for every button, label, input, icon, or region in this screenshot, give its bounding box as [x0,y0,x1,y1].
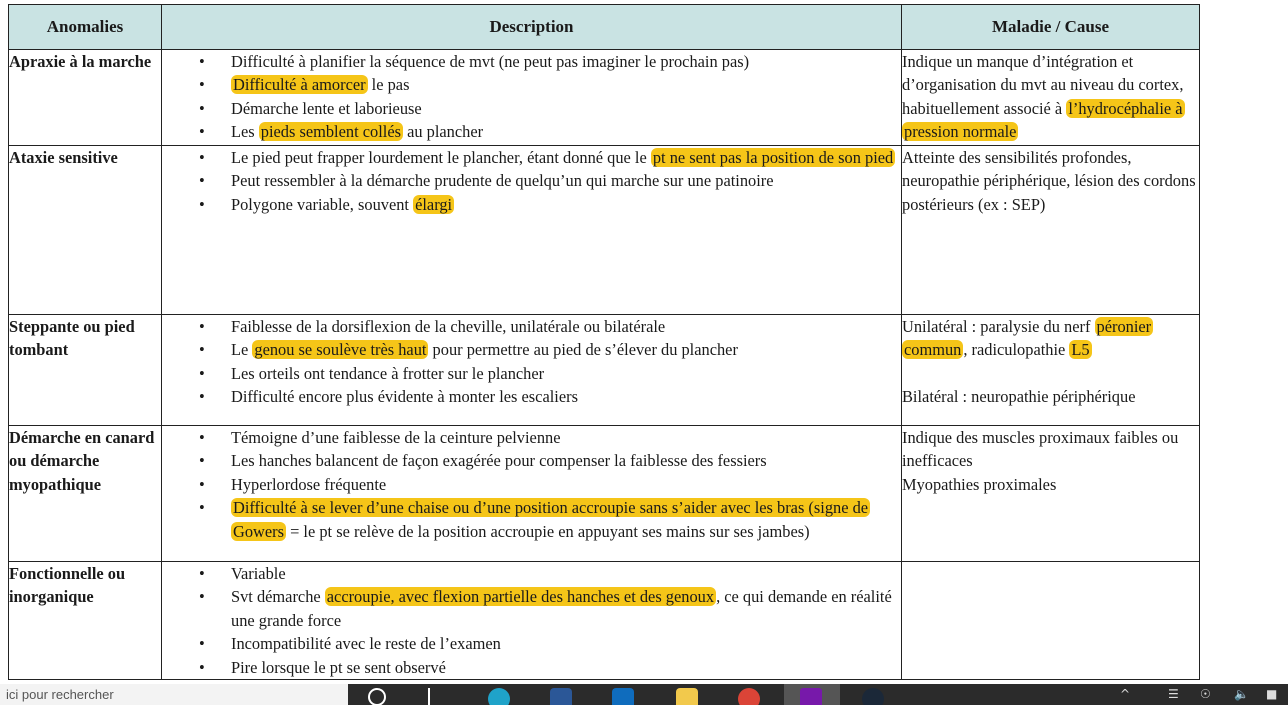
description-item [162,426,901,449]
description-cell [162,426,902,562]
outlook-icon[interactable] [612,688,634,705]
description-item [162,632,901,655]
description-item [162,362,901,385]
word-icon[interactable] [550,688,572,705]
description-list [162,50,901,144]
description-item [162,562,901,585]
text-segment: Les hanches balancent de façon exagérée pour compenser la faiblesse des fessiers [231,451,767,471]
description-item [162,496,901,543]
description-list [162,562,901,679]
language-icon[interactable]: ■ [1266,687,1278,701]
table-row [9,562,1200,680]
text-segment: le pas [367,75,410,95]
text-segment: pour permettre au pied de s’élever du plancher [428,340,738,360]
steam-icon[interactable] [862,688,884,705]
cause-cell [902,146,1200,315]
description-item [162,473,901,496]
description-item [162,146,901,169]
text-segment: Myopathies proximales [902,474,1057,494]
highlighted-text: péronier commun [904,317,1152,360]
text-segment: au plancher [402,122,484,142]
chrome-icon[interactable] [738,688,760,705]
text-segment: Faiblesse de la dorsiflexion de la cheville, unilatérale ou bilatérale [231,317,666,336]
highlighted-text: l’hydrocéphalie à pression normale [904,98,1183,142]
description-cell [162,146,902,315]
header-description: Description [162,5,902,50]
description-list [162,315,901,409]
highlighted-text: genou se soulève très haut [254,340,427,360]
highlighted-text: L5 [1071,340,1090,360]
wifi-icon[interactable]: ☉ [1200,687,1211,701]
description-list [162,426,901,543]
onenote-icon-glyph [800,688,822,705]
header-anomalies: Anomalies [9,5,162,50]
description-item [162,338,901,361]
text-segment: = le pt se relève de la position accroupie en appuyant ses mains sur ses jambes) [285,521,810,541]
description-item [162,73,901,96]
highlighted-text: accroupie, avec flexion partielle des hanches et des genoux [326,587,715,607]
taskbar-search-box[interactable] [0,684,348,705]
text-segment: Témoigne d’une faiblesse de la ceinture pelvienne [231,428,561,447]
search-box-text: ici pour rechercher [6,687,114,702]
text-segment: Le [231,340,253,360]
text-segment: Bilatéral : neuropathie périphérique [902,386,1136,406]
cause-paragraph [902,426,1199,473]
cause-cell [902,426,1200,562]
task-view-icon[interactable] [428,688,442,705]
highlighted-text: Difficulté à amorcer [233,75,366,95]
description-cell [162,562,902,680]
description-item [162,315,901,338]
text-segment: Démarche lente et laborieuse [231,98,422,118]
text-segment: Les orteils ont tendance à frotter sur le plancher [231,363,545,383]
text-segment: Difficulté encore plus évidente à monter les escaliers [231,387,578,407]
description-item [162,193,901,216]
description-item [162,656,901,679]
text-segment: Pire lorsque le pt se sent observé [231,657,446,677]
text-segment: Peut ressembler à la démarche prudente de quelqu’un qui marche sur une patinoire [231,171,774,191]
table-row [9,50,1200,146]
text-segment: Svt démarche [231,587,325,607]
description-item [162,585,901,632]
header-cause: Maladie / Cause [902,5,1200,50]
cause-paragraph [902,385,1199,408]
text-segment: Polygone variable, souvent [231,194,414,214]
highlighted-text: élargi [415,194,453,214]
description-item [162,50,901,73]
highlighted-text: pt ne sent pas la position de son pied [652,148,894,167]
cause-cell [902,50,1200,146]
anomaly-name: Apraxie à la marche [9,50,162,146]
highlighted-text: pieds semblent collés [260,122,401,142]
description-item [162,385,901,408]
text-segment: Les [231,122,259,142]
volume-icon[interactable]: 🔈 [1234,687,1249,701]
text-segment: Unilatéral : paralysie du nerf [902,317,1095,336]
table-row [9,426,1200,562]
table-header-row [9,5,1200,50]
description-item [162,169,901,192]
cause-paragraph [902,362,1199,385]
tray-chevron-icon[interactable]: ^ [1120,687,1131,701]
text-segment: Indique un manque d’intégration et d’organisation du mvt au niveau du cortex, habituellement associé à [902,52,1184,118]
description-cell [162,50,902,146]
text-segment: Indique des muscles proximaux faibles ou inefficaces [902,428,1179,471]
anomaly-name: Démarche en canard ou démarche myopathique [9,426,162,562]
windows-taskbar [0,684,1288,705]
table-row [9,146,1200,315]
cause-paragraph [902,315,1199,362]
anomaly-name: Fonctionnelle ou inorganique [9,562,162,680]
text-segment: , ce qui demande en réalité une grande force [231,587,892,630]
search-icon[interactable] [368,688,386,705]
text-segment: Atteinte des sensibilités profondes, neuropathie périphérique, lésion des cordons postérieurs (ex : SEP) [902,148,1196,214]
text-segment: Hyperlordose fréquente [231,474,387,494]
network-icon[interactable]: ☰ [1168,687,1179,701]
description-list [162,146,901,216]
edge-icon[interactable] [488,688,510,705]
anomaly-name: Ataxie sensitive [9,146,162,315]
description-item [162,120,901,143]
highlighted-text: Difficulté à se lever d’une chaise ou d’une position accroupie sans s’aider avec les bras (signe de Gowers [233,498,869,541]
table-row [9,315,1200,426]
cause-paragraph [902,473,1199,496]
text-segment: Difficulté à planifier la séquence de mvt (ne peut pas imaginer le prochain pas) [231,52,750,71]
anomalies-table [8,4,1200,680]
cause-paragraph [902,146,1199,216]
description-cell [162,315,902,426]
file-explorer-icon[interactable] [676,688,698,705]
description-item [162,449,901,472]
description-item [162,97,901,120]
text-segment: Variable [231,564,286,583]
cause-cell [902,315,1200,426]
anomaly-name: Steppante ou pied tombant [9,315,162,426]
cause-paragraph [902,50,1199,144]
onenote-icon[interactable] [784,684,840,705]
text-segment: Le pied peut frapper lourdement le plancher, étant donné que le [231,148,651,167]
cause-cell [902,562,1200,680]
text-segment: Incompatibilité avec le reste de l’examen [231,634,501,654]
text-segment: , radiculopathie [963,340,1070,360]
